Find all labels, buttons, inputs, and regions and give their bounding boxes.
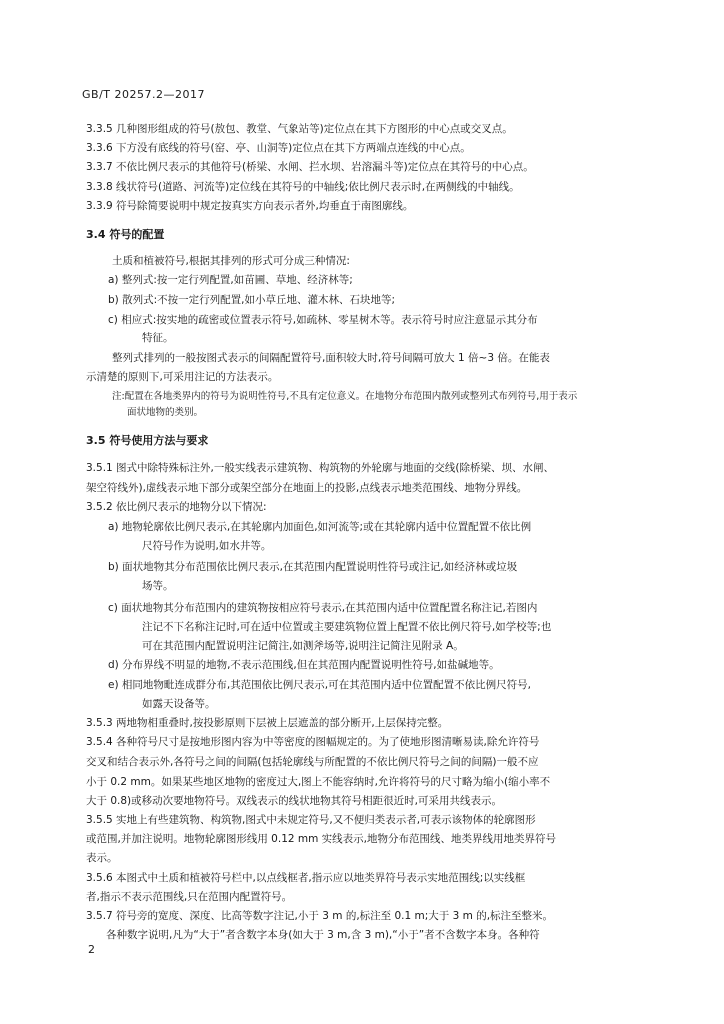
list-item-b: b) 散列式:不按一定行列配置,如小草丘地、灌木林、石块地等; [108, 294, 396, 306]
list-item-e: e) 相同地物毗连成群分布,其范围依比例尺表示,可在其范围内适中位置配置不依比例尺符号, [108, 679, 531, 691]
paragraph-line: 整列式排列的一般按图式表示的间隔配置符号,面积较大时,符号间隔可放大 1 倍~3 倍。在能表 [112, 352, 550, 364]
clause-3-5-4-cont: 大于 0.8)或移动次要地物符号。双线表示的线状地物其符号相距很近时,可采用共线表示。 [86, 795, 502, 807]
clause-3-5-6-cont: 者,指示不表示范围线,只在范围内配置符号。 [86, 891, 293, 903]
list-item-c-cont: 特征。 [142, 332, 174, 344]
clause-3-3-7: 3.3.7 不依比例尺表示的其他符号(桥梁、水闸、拦水坝、岩溶漏斗等)定位点在其符号的中心点。 [86, 161, 534, 173]
section-heading-3-4: 3.4 符号的配置 [86, 228, 165, 241]
list-item-a-cont: 尺符号作为说明,如水井等。 [142, 540, 272, 552]
clause-3-5-1-cont: 架空符线外),虚线表示地下部分或架空部分在地面上的投影,点线表示地类范围线、地物分界线。 [86, 482, 528, 494]
clause-3-5-6: 3.5.6 本图式中土质和植被符号栏中,以点线框者,指示应以地类界符号表示实地范围线;以实线框 [86, 872, 526, 884]
clause-3-3-8: 3.3.8 线状符号(道路、河流等)定位线在其符号的中轴线;依比例尺表示时,在两侧线的中轴线。 [86, 181, 520, 193]
clause-3-5-7: 3.5.7 符号旁的宽度、深度、比高等数字注记,小于 3 m 的,标注至 0.1 m;大于 3 m 的,标注至整米。 [86, 910, 554, 922]
clause-3-5-4-cont: 交叉和结合表示外,各符号之间的间隔(包括轮廓线与所配置的不依比例尺符号之间的间隔)一般不应 [86, 756, 539, 768]
clause-3-3-6: 3.3.6 下方没有底线的符号(窑、亭、山洞等)定位点在其下方两端点连线的中心点。 [86, 142, 471, 154]
paragraph-line: 土质和植被符号,根据其排列的形式可分成三种情况: [112, 255, 350, 267]
clause-3-5-5-cont: 或范围,并加注说明。地物轮廓图形线用 0.12 mm 实线表示,地物分布范围线、地类界线用地类界符号 [86, 833, 557, 845]
clause-3-5-1: 3.5.1 图式中除特殊标注外,一般实线表示建筑物、构筑物的外轮廓与地面的交线(除桥梁、坝、水闸、 [86, 462, 554, 474]
clause-3-5-5-cont: 表示。 [86, 852, 118, 864]
clause-3-5-2: 3.5.2 依比例尺表示的地物分以下情况: [86, 501, 267, 513]
clause-3-3-5: 3.3.5 几种图形组成的符号(敖包、教堂、气象站等)定位点在其下方图形的中心点或交叉点。 [86, 123, 513, 135]
list-item-c-cont: 可在其范围内配置说明注记简注,如测斧场等,说明注记简注见附录 A。 [142, 640, 464, 652]
paragraph-line: 示清楚的原则下,可采用注记的方法表示。 [86, 371, 279, 383]
list-item-a: a) 整列式:按一定行列配置,如苗圃、草地、经济林等; [108, 274, 353, 286]
clause-3-3-9: 3.3.9 符号除简要说明中规定按真实方向表示者外,均垂直于南图廓线。 [86, 200, 414, 212]
list-item-d: d) 分布界线不明显的地物,不表示范围线,但在其范围内配置说明性符号,如盐碱地等。 [108, 659, 500, 671]
clause-3-5-4: 3.5.4 各种符号尺寸是按地形图内容为中等密度的图幅规定的。为了使地形图清晰易读,除允许符号 [86, 736, 540, 748]
list-item-c: c) 面状地物其分布范围内的建筑物按相应符号表示,在其范围内适中位置配置名称注记,若图内 [108, 602, 538, 614]
note-line-cont: 面状地物的类别。 [127, 407, 204, 418]
clause-3-5-4-cont: 小于 0.2 mm。如果某些地区地物的密度过大,图上不能容纳时,允许将符号的尺寸略为缩小(缩小率不 [86, 776, 551, 788]
section-heading-3-5: 3.5 符号使用方法与要求 [86, 434, 209, 447]
clause-3-5-5: 3.5.5 实地上有些建筑物、构筑物,图式中未规定符号,又不便归类表示者,可表示该物体的轮廓图形 [86, 814, 536, 826]
note-line: 注:配置在各地类界内的符号为说明性符号,不具有定位意义。在地物分布范围内散列或整列式布列符号,用于表示 [112, 391, 578, 402]
list-item-c: c) 相应式:按实地的疏密或位置表示符号,如疏林、零星树木等。表示符号时应注意显示其分布 [108, 314, 538, 326]
clause-3-5-7-cont: 各种数字说明,凡为“大于”者含数字本身(如大于 3 m,含 3 m),“小于”者不含数字本身。各种符 [106, 929, 540, 941]
list-item-c-cont: 注记不下名称注记时,可在适中位置或主要建筑物位置上配置不依比例尺符号,如学校等;也 [142, 621, 552, 633]
list-item-b: b) 面状地物其分布范围依比例尺表示,在其范围内配置说明性符号或注记,如经济林或垃圾 [108, 561, 518, 573]
standard-code-header: GB/T 20257.2—2017 [82, 88, 205, 101]
clause-3-5-3: 3.5.3 两地物相重叠时,按投影原则下层被上层遮盖的部分断开,上层保持完整。 [86, 717, 449, 729]
list-item-a: a) 地物轮廓依比例尺表示,在其轮廓内加面色,如河流等;或在其轮廓内适中位置配置不依比例 [108, 521, 532, 533]
page-number: 2 [88, 943, 95, 956]
list-item-e-cont: 如露天设备等。 [142, 698, 216, 710]
list-item-b-cont: 场等。 [142, 580, 174, 592]
